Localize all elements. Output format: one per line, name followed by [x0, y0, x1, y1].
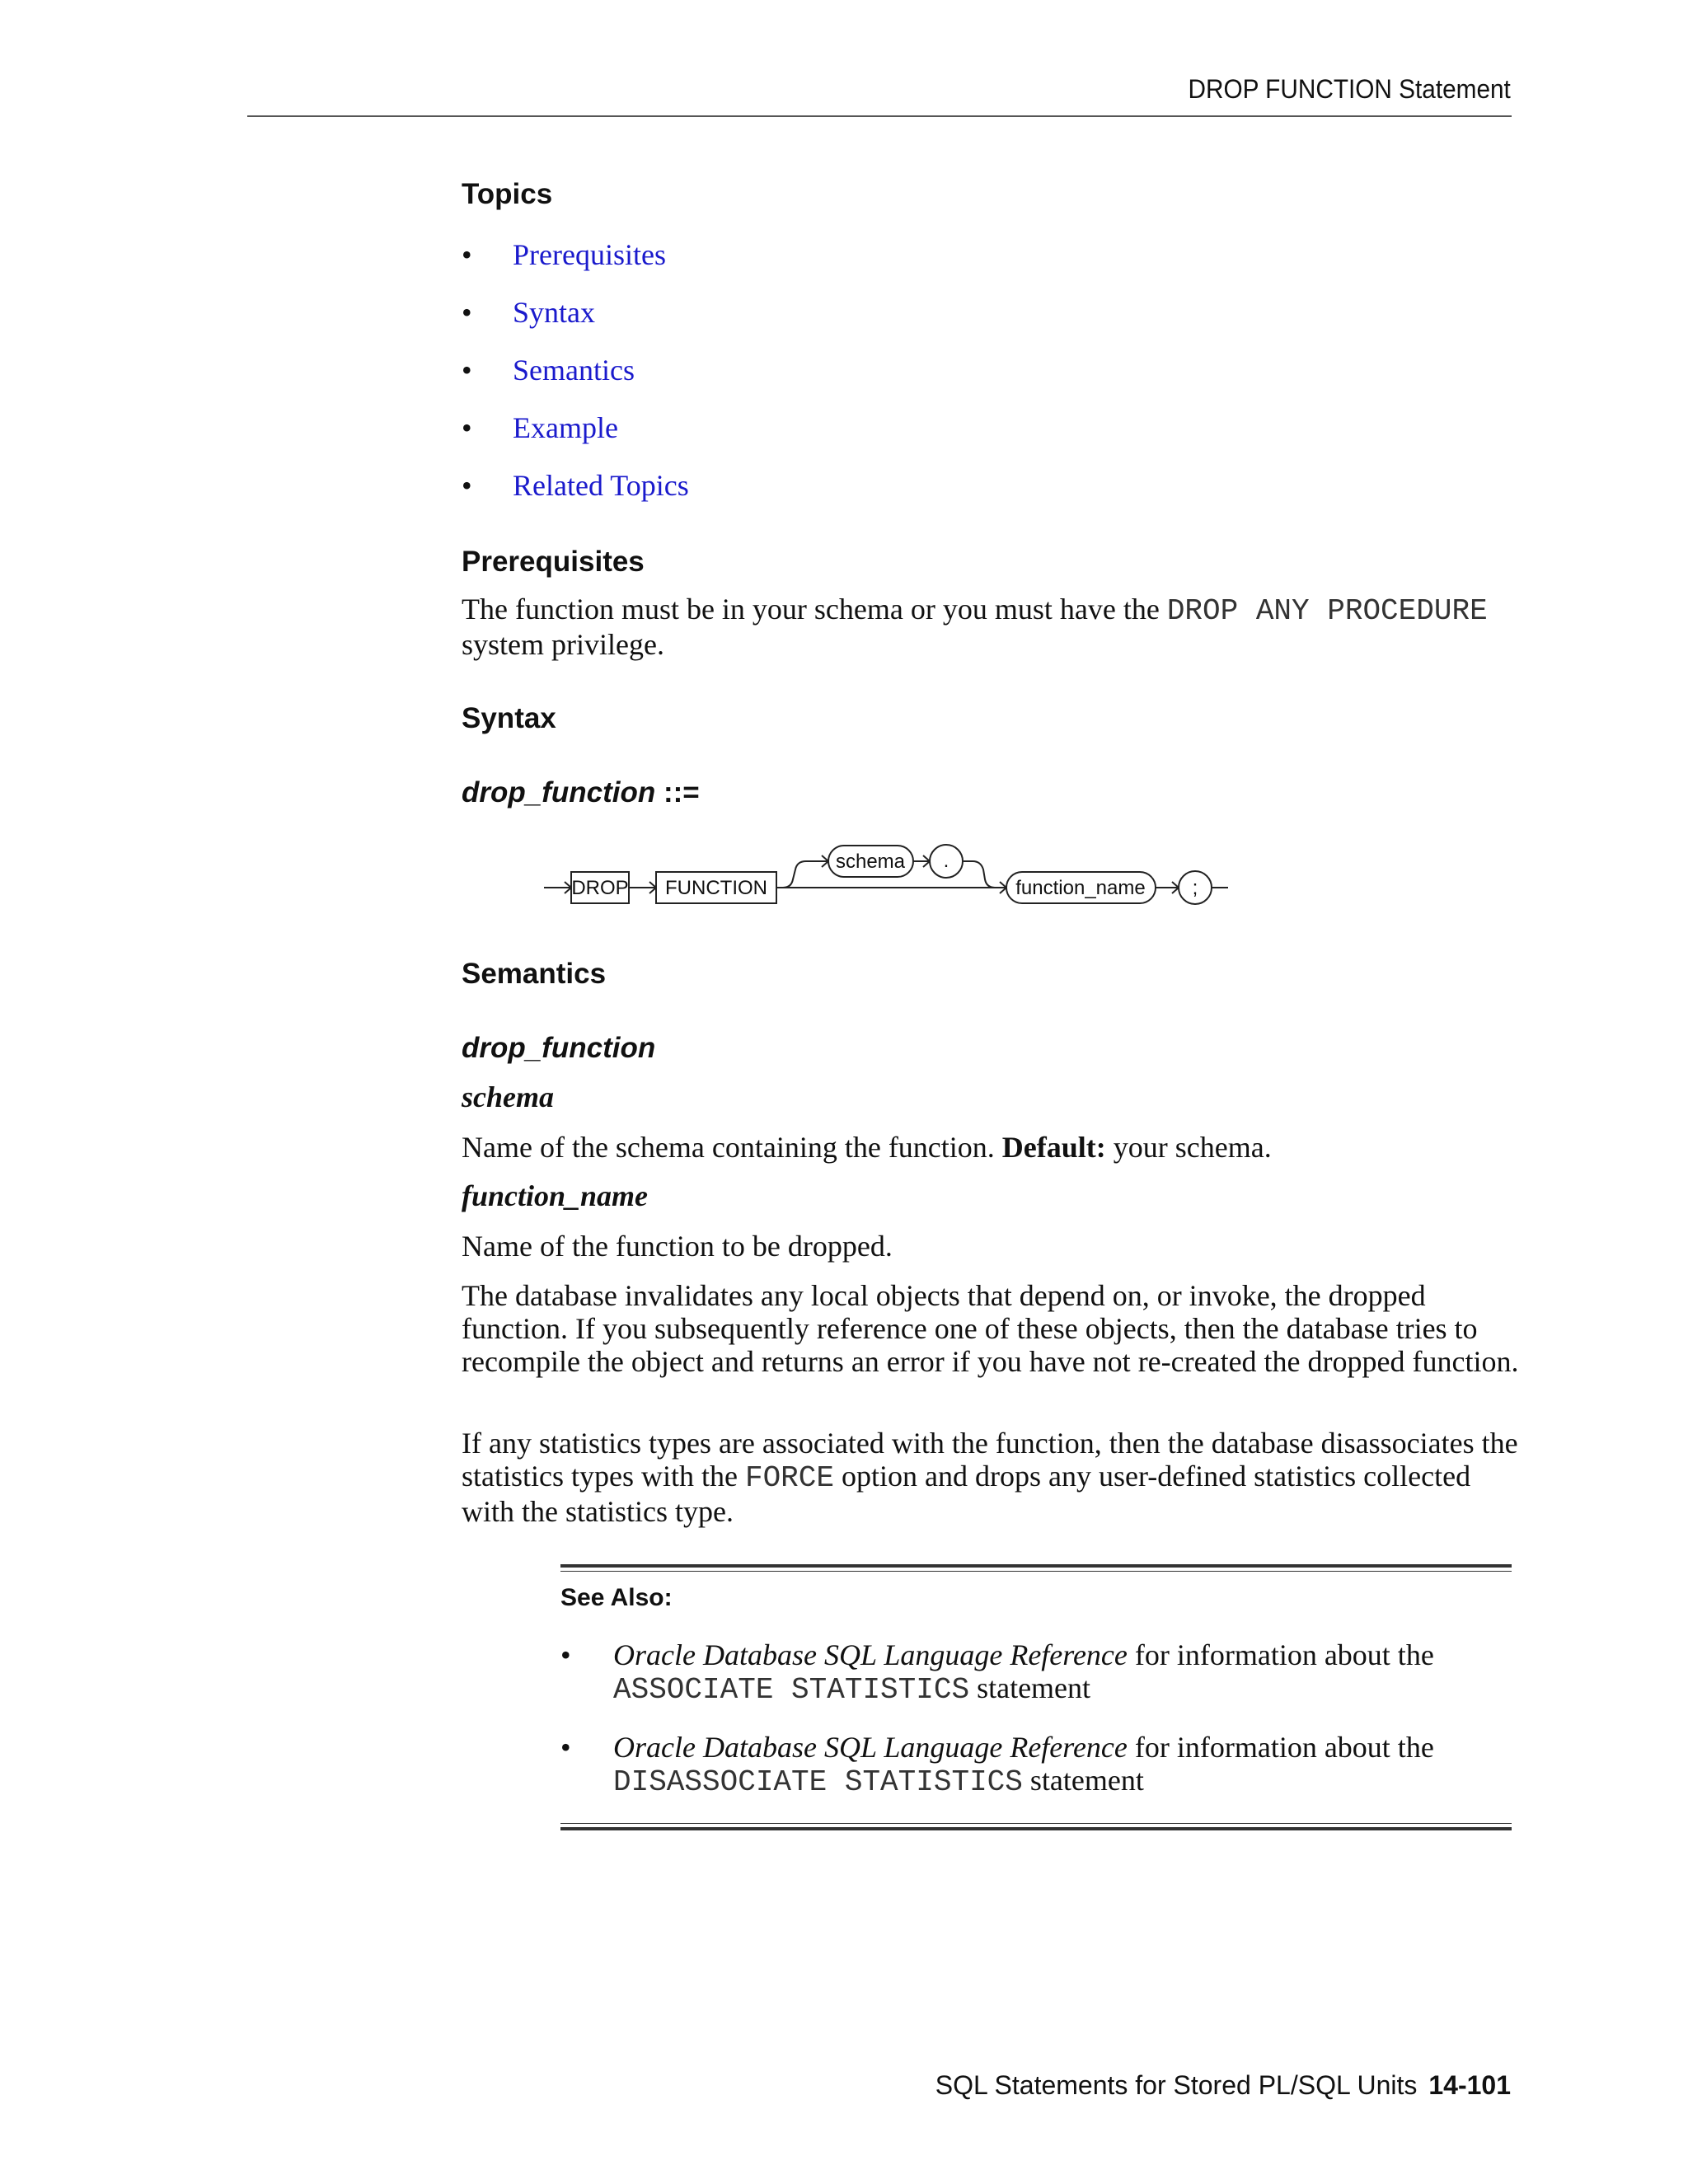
term-schema: schema — [462, 1080, 554, 1113]
book-title: Oracle Database SQL Language Reference — [613, 1731, 1128, 1764]
topic-link-prerequisites[interactable]: Prerequisites — [513, 238, 666, 271]
semantics-paragraph-invalidation: The database invalidates any local objects that depend on, or invoke, the dropped function. If you subsequently reference one of these objects, then the database tries to recompile the object and returns an error if you have not re-created the dropped function. — [462, 1279, 1519, 1378]
code-drop-any-procedure: DROP ANY PROCEDURE — [1166, 594, 1488, 628]
see-also-top-rule-thin — [560, 1571, 1512, 1572]
svg-text:DROP: DROP — [571, 877, 629, 899]
header-rule — [247, 115, 1512, 117]
syntax-heading: Syntax — [462, 702, 556, 734]
svg-text:function_name: function_name — [1015, 877, 1146, 899]
topics-heading: Topics — [462, 178, 553, 210]
semantics-heading: Semantics — [462, 958, 607, 990]
see-also-bottom-rule — [560, 1827, 1512, 1830]
see-also-list — [560, 1638, 1512, 1823]
semantics-clause-title: drop_function — [462, 1032, 656, 1064]
schema-description: Name of the schema containing the function. Default: your schema. — [462, 1131, 1272, 1164]
svg-text:;: ; — [1192, 877, 1198, 899]
topic-link-semantics[interactable]: Semantics — [513, 354, 635, 387]
book-title: Oracle Database SQL Language Reference — [613, 1638, 1128, 1671]
code-disassociate-statistics: DISASSOCIATE STATISTICS — [613, 1765, 1023, 1799]
page-number: 14-101 — [1428, 2070, 1511, 2100]
page-footer — [935, 2070, 1511, 2101]
footer-section-title: SQL Statements for Stored PL/SQL Units — [935, 2070, 1418, 2100]
syntax-rule-title: drop_function ::= — [462, 776, 700, 808]
syntax-railroad-diagram — [544, 828, 1228, 919]
prerequisites-heading: Prerequisites — [462, 546, 645, 578]
svg-text:FUNCTION: FUNCTION — [665, 877, 767, 899]
list-item: • Oracle Database SQL Language Reference for information about the ASSOCIATE STATISTICS statement — [560, 1638, 1434, 1707]
code-force: FORCE — [744, 1461, 834, 1495]
see-also-top-rule — [560, 1564, 1512, 1568]
see-also-bottom-rule-thin — [560, 1823, 1512, 1824]
term-function-name: function_name — [462, 1179, 649, 1212]
prerequisites-paragraph: The function must be in your schema or you must have the DROP ANY PROCEDURE system privilege. — [462, 593, 1488, 661]
semantics-paragraph-statistics: If any statistics types are associated with the function, then the database disassociates the statistics types with the FORCE option and drops any user-defined statistics collected with the statistics type. — [462, 1427, 1518, 1528]
see-also-label: See Also: — [560, 1584, 673, 1611]
topic-link-example[interactable]: Example — [513, 411, 618, 444]
svg-text:.: . — [943, 850, 950, 872]
running-header: DROP FUNCTION Statement — [1188, 74, 1511, 104]
code-associate-statistics: ASSOCIATE STATISTICS — [613, 1673, 970, 1707]
topic-link-related-topics[interactable]: Related Topics — [513, 469, 689, 502]
list-item: • Oracle Database SQL Language Reference for information about the DISASSOCIATE STATISTICS statement — [560, 1731, 1434, 1799]
topic-link-syntax[interactable]: Syntax — [513, 296, 596, 329]
function-name-description: Name of the function to be dropped. — [462, 1230, 893, 1263]
svg-text:schema: schema — [835, 851, 906, 873]
